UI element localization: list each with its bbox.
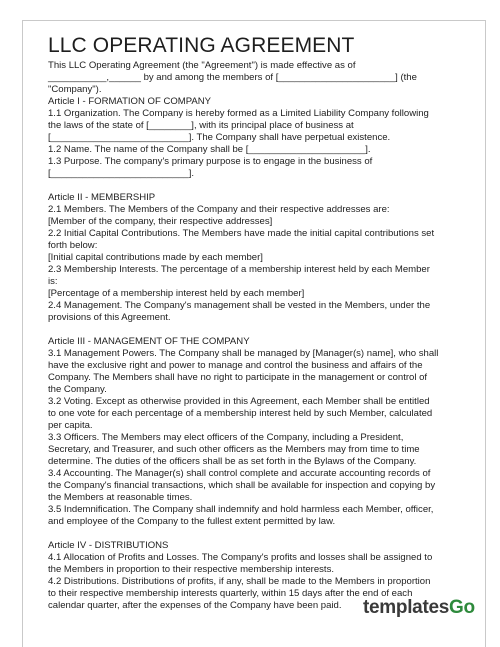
logo-text-templates: templates: [363, 597, 450, 618]
clause-line: Company. The Members shall have no right to participate in the management or control of: [48, 372, 428, 383]
clause-line: [__________________________].: [48, 168, 195, 179]
section-spacer: [48, 180, 454, 192]
clause-line: the Members at reasonable times.: [48, 492, 193, 503]
clause-line: [Percentage of a membership interest held by each member]: [48, 288, 305, 299]
clause-line: the Company.: [48, 384, 107, 395]
clause-line: 1.3 Purpose. The company's primary purpose is to engage in the business of: [48, 156, 373, 167]
article-heading: Article II - MEMBERSHIP: [48, 192, 156, 203]
intro-line: This LLC Operating Agreement (the "Agreement") is made effective as of: [48, 60, 356, 71]
clause-line: 3.1 Management Powers. The Company shall be managed by [Manager(s) name], who shall: [48, 348, 439, 359]
article-section: [48, 96, 454, 180]
clause-line: 2.4 Management. The Company's management shall be vested in the Members, under the: [48, 300, 431, 311]
clause-line: 3.2 Voting. Except as otherwise provided in this Agreement, each Member shall be entitled: [48, 396, 430, 407]
clause-line: [Initial capital contributions made by each member]: [48, 252, 263, 263]
clause-line: the laws of the state of [________], with its principal place of business at: [48, 120, 354, 131]
intro-line: ___________,______ by and among the members of [______________________] (the: [48, 72, 417, 83]
clause-line: 2.1 Members. The Members of the Company and their respective addresses are:: [48, 204, 390, 215]
clause-line: to their respective membership interests quarterly, within 15 days after the end of each: [48, 588, 413, 599]
article-heading: Article III - MANAGEMENT OF THE COMPANY: [48, 336, 250, 347]
intro-line: "Company").: [48, 84, 102, 95]
section-spacer: [48, 324, 454, 336]
article-section: [48, 192, 454, 324]
clause-line: provisions of this Agreement.: [48, 312, 171, 323]
clause-line: 4.1 Allocation of Profits and Losses. The Company's profits and losses shall be assigned to: [48, 552, 433, 563]
clause-line: the Company's financial transactions, which shall be available for inspection and copying by: [48, 480, 436, 491]
article-section: [48, 336, 454, 528]
document-title: LLC OPERATING AGREEMENT: [48, 34, 355, 57]
article-heading: Article IV - DISTRIBUTIONS: [48, 540, 169, 551]
clause-line: determine. The duties of the officers shall be as set forth in the Bylaws of the Company.: [48, 456, 417, 467]
clause-line: 1.1 Organization. The Company is hereby formed as a Limited Liability Company following: [48, 108, 429, 119]
intro-paragraph: [48, 60, 454, 96]
sections-container: [48, 96, 454, 612]
clause-line: the Members in proportion to their respective membership interests.: [48, 564, 335, 575]
clause-line: per capita.: [48, 420, 93, 431]
clause-line: [__________________________]. The Company shall have perpetual existence.: [48, 132, 391, 143]
clause-line: and employee of the Company to the fullest extent permitted by law.: [48, 516, 336, 527]
clause-line: calendar quarter, after the expenses of the Company have been paid.: [48, 600, 342, 611]
clause-line: 3.4 Accounting. The Manager(s) shall control complete and accurate accounting records of: [48, 468, 431, 479]
clause-line: have the exclusive right and power to manage and control the business and affairs of the: [48, 360, 423, 371]
section-spacer: [48, 528, 454, 540]
clause-line: is:: [48, 276, 58, 287]
clause-line: 1.2 Name. The name of the Company shall be [______________________].: [48, 144, 371, 155]
clause-line: [Member of the company, their respective addresses]: [48, 216, 273, 227]
document-body: [48, 34, 454, 612]
templatesgo-logo: [363, 597, 475, 619]
article-heading: Article I - FORMATION OF COMPANY: [48, 96, 212, 107]
clause-line: forth below:: [48, 240, 98, 251]
logo-text-go: Go: [449, 597, 475, 618]
clause-line: 3.3 Officers. The Members may elect officers of the Company, including a President,: [48, 432, 404, 443]
clause-line: to one vote for each percentage of a membership interest held by such Member, calculated: [48, 408, 433, 419]
clause-line: 3.5 Indemnification. The Company shall indemnify and hold harmless each Member, officer,: [48, 504, 434, 515]
clause-line: 2.3 Membership Interests. The percentage of a membership interest held by each Member: [48, 264, 430, 275]
clause-line: 2.2 Initial Capital Contributions. The Members have made the initial capital contributions set: [48, 228, 435, 239]
clause-line: 4.2 Distributions. Distributions of profits, if any, shall be made to the Members in proportion: [48, 576, 431, 587]
clause-line: Secretary, and Treasurer, and such other officers as the Members may from time to time: [48, 444, 420, 455]
